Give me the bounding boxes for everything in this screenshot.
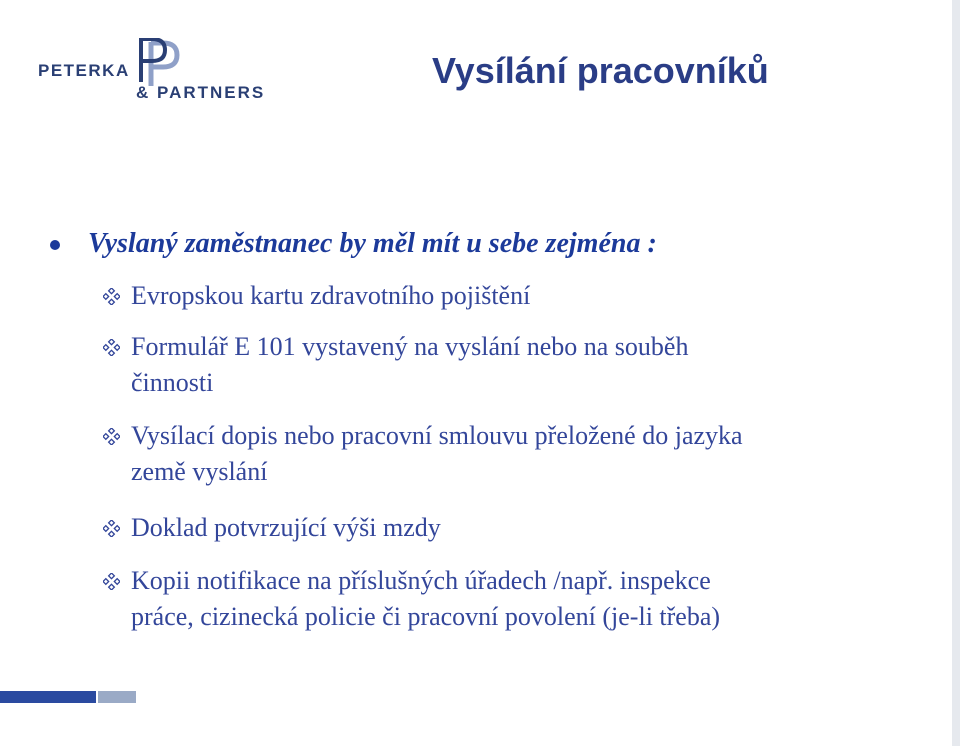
bullet-heading: Vyslaný zaměstnanec by měl mít u sebe zejména :	[88, 228, 657, 259]
list-item-text: Kopii notifikace na příslušných úřadech /např. inspekce práce, cizinecká policie či pracovní povolení (je-li třeba)	[131, 566, 721, 631]
main-bullet	[50, 224, 657, 264]
list-item-text: Vysílací dopis nebo pracovní smlouvu přeložené do jazyka země vyslání	[131, 421, 743, 486]
four-diamond-bullet-icon	[103, 428, 120, 445]
list-item-text: Formulář E 101 vystavený na vyslání nebo na souběh činnosti	[131, 332, 689, 397]
bullet-dot-icon	[50, 240, 60, 250]
four-diamond-bullet-icon	[103, 520, 120, 537]
four-diamond-bullet-icon	[103, 339, 120, 356]
four-diamond-bullet-icon	[103, 573, 120, 590]
four-diamond-bullet-icon	[103, 288, 120, 305]
right-edge-stripe	[952, 0, 960, 746]
footer-accent-bar-light	[98, 691, 136, 703]
slide-title: Vysílání pracovníků	[432, 50, 769, 91]
footer-accent-bar	[0, 691, 96, 703]
list-item-text: Doklad potvrzující výši mzdy	[131, 513, 441, 542]
pp-monogram-icon	[137, 38, 183, 86]
list-item-text: Evropskou kartu zdravotního pojištění	[131, 281, 531, 310]
logo-name-line1: PETERKA	[38, 61, 130, 80]
company-logo	[38, 38, 278, 102]
logo-name-line2: & PARTNERS	[136, 83, 266, 102]
